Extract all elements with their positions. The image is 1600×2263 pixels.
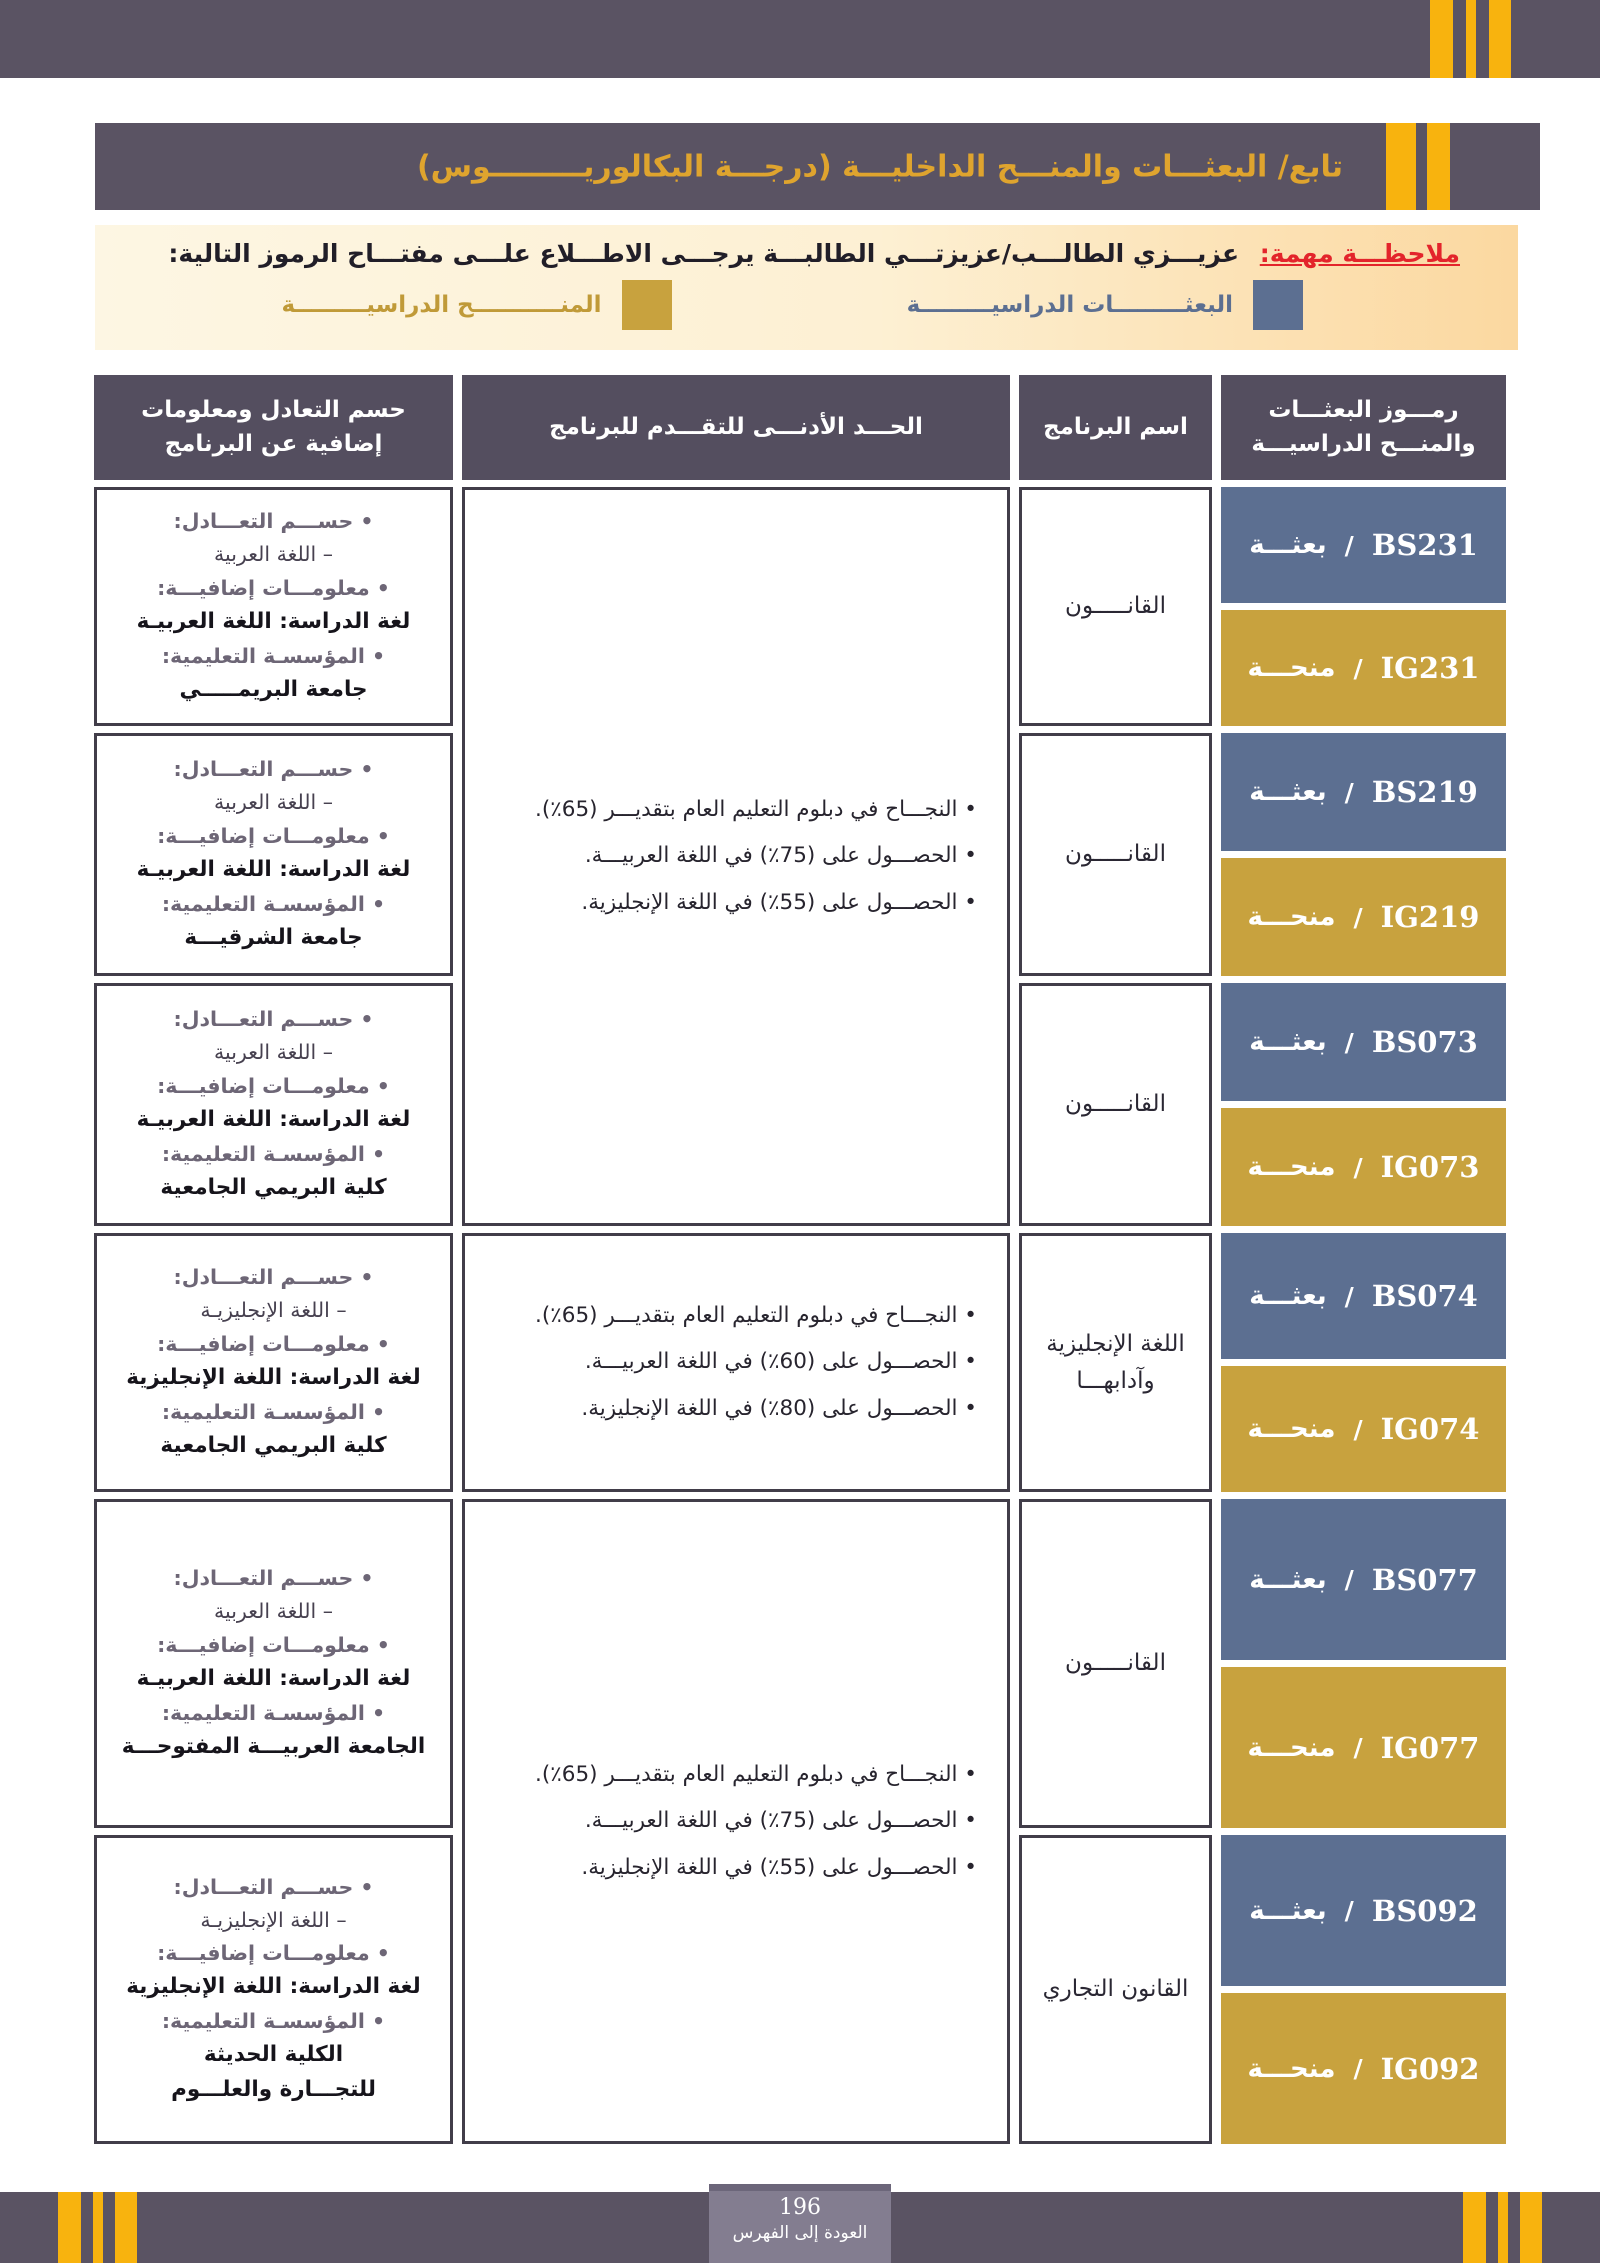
separator: / — [1353, 653, 1363, 683]
scholarship-code-cell — [1221, 733, 1506, 851]
details-line: • المؤسسـة التعليمية: — [161, 2009, 386, 2034]
scholarship-code-cell — [1221, 1499, 1506, 1660]
details-line: • المؤسسـة التعليمية: — [161, 1700, 386, 1725]
program-name-cell: القانـــــون — [1019, 733, 1212, 976]
details-line: • حســـم التعـــادل: — [173, 1007, 374, 1032]
grant-code-cell — [1221, 610, 1506, 726]
program-name-cell: القانـــــون — [1019, 1499, 1212, 1828]
program-details-cell — [94, 983, 453, 1226]
scholarship-type-label: بعثـــة — [1249, 1895, 1327, 1926]
details-line: • المؤسسـة التعليمية: — [161, 1399, 386, 1424]
scholarship-legend-label: البعثـــــــــات الدراسيـــــــــة — [906, 292, 1233, 318]
note-box — [95, 225, 1518, 350]
scholarship-type-label: بعثـــة — [1249, 777, 1327, 807]
details-line: لغة الدراسة: اللغة العربيـة — [136, 856, 411, 882]
grant-color-swatch — [622, 280, 672, 330]
scholarship-code: BS074 — [1371, 1279, 1478, 1313]
requirement-line: • الحصـــول على (75٪) في اللغة العربيـــة. — [584, 843, 977, 869]
details-line: – اللغة العربية — [214, 790, 333, 815]
footer-stripes-right — [1463, 2192, 1542, 2263]
details-line: • معلومـــات إضافيـــة: — [157, 1073, 390, 1098]
grant-code: IG092 — [1380, 2051, 1480, 2086]
program-details-cell — [94, 1835, 453, 2144]
scholarship-code: BS073 — [1371, 1025, 1478, 1059]
details-line: • حســـم التعـــادل: — [173, 1566, 374, 1591]
program-details-cell — [94, 1499, 453, 1828]
requirement-line: • الحصـــول على (60٪) في اللغة العربيـــة. — [584, 1349, 977, 1375]
grant-type-label: منحـــة — [1247, 2053, 1336, 2084]
grant-code: IG073 — [1380, 1150, 1480, 1184]
yellow-stripe — [1489, 0, 1511, 78]
grant-type-label: منحـــة — [1247, 1152, 1336, 1182]
details-line: كلية البريمي الجامعية — [160, 1432, 387, 1458]
back-to-index-link[interactable]: العودة إلى الفهرس — [732, 2223, 868, 2243]
scholarship-color-swatch — [1253, 280, 1303, 330]
scholarship-code-cell — [1221, 983, 1506, 1101]
footer-tab[interactable] — [709, 2184, 891, 2263]
details-line: • معلومـــات إضافيـــة: — [157, 1331, 390, 1356]
scholarship-code: BS219 — [1371, 775, 1478, 809]
grant-code-cell — [1221, 1667, 1506, 1828]
yellow-stripe — [93, 2192, 103, 2263]
header-details: حسم التعادل ومعلومات إضافية عن البرنامج — [94, 375, 453, 480]
note-label: ملاحظـــة مهمة: — [1259, 239, 1460, 268]
footer-stripes-left — [58, 2192, 137, 2263]
details-line: • حســـم التعـــادل: — [173, 757, 374, 782]
scholarship-code-cell — [1221, 1835, 1506, 1986]
legend — [95, 280, 1518, 330]
separator: / — [1344, 777, 1354, 807]
grant-code-cell — [1221, 1366, 1506, 1492]
grant-code: IG074 — [1380, 1412, 1480, 1446]
details-line: جامعة البريمـــــي — [179, 676, 368, 702]
details-line: – اللغة العربية — [214, 542, 333, 567]
header-codes: رمـــوز البعثـــات والمنـــح الدراسيـــة — [1221, 375, 1506, 480]
grant-legend-label: المنـــــــــــح الدراسيـــــــــة — [281, 292, 602, 318]
top-stripes — [1430, 0, 1511, 78]
scholarship-code: BS077 — [1371, 1562, 1478, 1597]
details-line: • المؤسسـة التعليمية: — [161, 891, 386, 916]
details-line: لغة الدراسة: اللغة العربيـة — [136, 1106, 411, 1132]
scholarship-type-label: بعثـــة — [1249, 1027, 1327, 1057]
requirement-line: • الحصـــول على (75٪) في اللغة العربيـــة. — [584, 1808, 977, 1834]
scholarship-code-cell — [1221, 1233, 1506, 1359]
details-line: لغة الدراسة: اللغة العربيـة — [136, 608, 411, 634]
separator: / — [1353, 1414, 1363, 1444]
program-name-cell: القانـــــون — [1019, 983, 1212, 1226]
grant-code: IG077 — [1380, 1730, 1480, 1765]
page-number: 196 — [779, 2195, 821, 2220]
yellow-stripe — [1466, 0, 1476, 78]
title-bar — [95, 123, 1540, 210]
grant-type-label: منحـــة — [1247, 1414, 1336, 1444]
details-line: • المؤسسـة التعليمية: — [161, 643, 386, 668]
details-line: – اللغة الإنجليزيـة — [200, 1298, 347, 1323]
top-decorative-band — [0, 0, 1600, 78]
details-line: – اللغة الإنجليزيـة — [200, 1908, 347, 1933]
program-name-cell: القانـــــون — [1019, 487, 1212, 726]
program-details-cell — [94, 1233, 453, 1492]
grant-type-label: منحـــة — [1247, 1732, 1336, 1763]
yellow-stripe — [1430, 0, 1453, 78]
program-name-cell: القانون التجاري — [1019, 1835, 1212, 2144]
requirement-line: • النجـــاح في دبلوم التعليم العام بتقديـــر (65٪). — [535, 1762, 977, 1788]
title-stripes — [1386, 123, 1450, 210]
separator: / — [1344, 1027, 1354, 1057]
yellow-stripe — [1498, 2192, 1508, 2263]
separator: / — [1353, 1152, 1363, 1182]
details-line: • المؤسسـة التعليمية: — [161, 1141, 386, 1166]
requirement-line: • النجـــاح في دبلوم التعليم العام بتقديـــر (65٪). — [535, 1303, 977, 1329]
details-line: • حســـم التعـــادل: — [173, 1874, 374, 1899]
yellow-stripe — [58, 2192, 81, 2263]
details-line: • معلومـــات إضافيـــة: — [157, 1632, 390, 1657]
details-line: للتجـــارة والعلـــوم — [171, 2077, 376, 2103]
details-line: • حســـم التعـــادل: — [173, 1265, 374, 1290]
note-line — [95, 225, 1518, 268]
requirement-line: • الحصـــول على (55٪) في اللغة الإنجليزية. — [581, 1854, 977, 1880]
details-line: جامعة الشرقيـــة — [184, 924, 363, 950]
requirement-line: • الحصـــول على (80٪) في اللغة الإنجليزية. — [581, 1395, 977, 1421]
scholarship-code: BS231 — [1371, 528, 1478, 562]
details-line: لغة الدراسة: اللغة العربيـة — [136, 1665, 411, 1691]
requirement-line: • النجـــاح في دبلوم التعليم العام بتقديـــر (65٪). — [535, 797, 977, 823]
yellow-stripe — [1520, 2192, 1542, 2263]
header-program: اسم البرنامج — [1019, 375, 1212, 480]
separator: / — [1344, 530, 1354, 560]
grant-type-label: منحـــة — [1247, 902, 1336, 932]
separator: / — [1353, 2054, 1363, 2083]
details-line: لغة الدراسة: اللغة الإنجليزية — [126, 1364, 421, 1390]
grant-code: IG231 — [1380, 651, 1480, 685]
details-line: – اللغة العربية — [214, 1599, 333, 1624]
scholarship-type-label: بعثـــة — [1249, 1281, 1327, 1311]
program-details-cell — [94, 733, 453, 976]
yellow-stripe — [1463, 2192, 1486, 2263]
header-minimum: الحـــد الأدنـــى للتقـــدم للبرنامج — [462, 375, 1010, 480]
details-line: كلية البريمي الجامعية — [160, 1174, 387, 1200]
requirement-line: • الحصـــول على (55٪) في اللغة الإنجليزية. — [581, 889, 977, 915]
note-text: عزيـــزي الطالـــب/عزيزتـــي الطالبـــة يرجـــى الاطـــلاع علـــى مفتـــاح الرموز التالية: — [168, 239, 1240, 268]
programs-table — [94, 375, 1506, 2144]
grant-code-cell — [1221, 1108, 1506, 1226]
yellow-stripe — [1427, 123, 1450, 210]
program-name-cell: اللغة الإنجليزية وآدابهـــا — [1019, 1233, 1212, 1492]
separator: / — [1353, 1733, 1363, 1762]
scholarship-code: BS092 — [1371, 1893, 1478, 1928]
scholarship-type-label: بعثـــة — [1249, 530, 1327, 560]
grant-code-cell — [1221, 858, 1506, 976]
details-line: الجامعة العربيـــة المفتوحـــة — [121, 1733, 426, 1759]
separator: / — [1344, 1896, 1354, 1925]
separator: / — [1344, 1565, 1354, 1594]
scholarship-code-cell — [1221, 487, 1506, 603]
minimum-requirements-cell — [462, 1233, 1010, 1492]
scholarship-type-label: بعثـــة — [1249, 1564, 1327, 1595]
program-details-cell — [94, 487, 453, 726]
grant-code: IG219 — [1380, 900, 1480, 934]
details-line: • معلومـــات إضافيـــة: — [157, 1941, 390, 1966]
grant-type-label: منحـــة — [1247, 653, 1336, 683]
separator: / — [1344, 1281, 1354, 1311]
minimum-requirements-cell — [462, 1499, 1010, 2144]
details-line: الكلية الحديثة — [203, 2042, 344, 2068]
details-line: – اللغة العربية — [214, 1040, 333, 1065]
yellow-stripe — [115, 2192, 137, 2263]
details-line: • معلومـــات إضافيـــة: — [157, 823, 390, 848]
details-line: • معلومـــات إضافيـــة: — [157, 575, 390, 600]
details-line: لغة الدراسة: اللغة الإنجليزية — [126, 1974, 421, 2000]
grant-code-cell — [1221, 1993, 1506, 2144]
separator: / — [1353, 902, 1363, 932]
minimum-requirements-cell — [462, 487, 1010, 1226]
yellow-stripe — [1386, 123, 1416, 210]
page-title: تابع/ البعثـــات والمنـــح الداخليـــة (درجـــة البكالوريـــــــــوس) — [416, 149, 1343, 184]
details-line: • حســـم التعـــادل: — [173, 509, 374, 534]
